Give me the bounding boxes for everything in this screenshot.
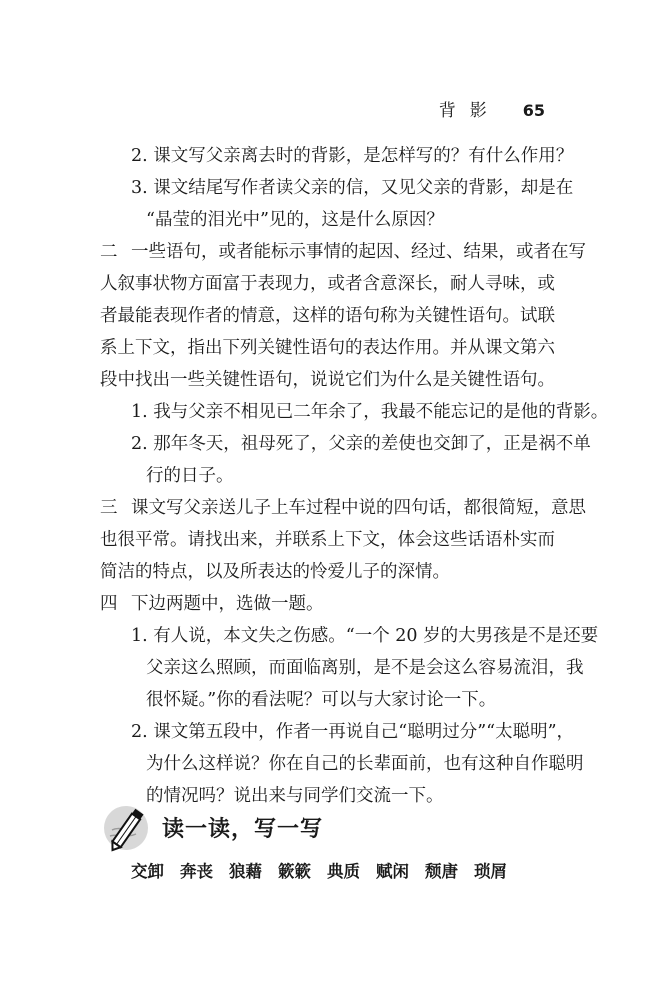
- question-1-3-line2: “晶莹的泪光中”见的，这是什么原因？: [146, 210, 444, 230]
- vocab-word: 奔丧: [180, 862, 213, 881]
- section-2-item-2-line1: 2. 那年冬天，祖母死了，父亲的差使也交卸了，正是祸不单: [131, 434, 591, 454]
- section-2-line4: 系上下文，指出下列关键性语句的表达作用。并从课文第六: [100, 338, 555, 358]
- section-2-line1: 一些语句，或者能标示事情的起因、经过、结果，或者在写: [131, 242, 586, 262]
- section-4-line1: 下边两题中，选做一题。: [131, 594, 324, 614]
- running-title: 背影: [438, 101, 501, 121]
- question-1-2: 2. 课文写父亲离去时的背影，是怎样写的？有什么作用？: [131, 146, 574, 166]
- section-4-item-1-line2: 父亲这么照顾，而面临离别，是不是会这么容易流泪，我: [146, 658, 584, 678]
- vocabulary-list: [131, 858, 507, 882]
- vocab-word: 狼藉: [229, 862, 262, 881]
- vocab-word: 簌簌: [278, 862, 311, 881]
- vocab-word: 琐屑: [474, 862, 507, 881]
- pencil-icon: [100, 800, 156, 856]
- section-4-item-1-line1: 1. 有人说，本文失之伤感。“一个 20 岁的大男孩是不是还要: [131, 626, 599, 646]
- read-write-section: [100, 800, 520, 860]
- vocab-word: 典质: [327, 862, 360, 881]
- section-4-item-1-line3: 很怀疑。”你的看法呢？可以与大家讨论一下。: [146, 690, 497, 710]
- vocab-word: 交卸: [131, 862, 164, 881]
- section-3-line1: 课文写父亲送儿子上车过程中说的四句话，都很简短，意思: [131, 498, 586, 518]
- section-4-item-2-line3: 的情况吗？说出来与同学们交流一下。: [146, 786, 444, 806]
- vocab-word: 颓唐: [425, 862, 458, 881]
- section-3-line3: 简洁的特点，以及所表达的怜爱儿子的深情。: [100, 562, 450, 582]
- section-2-line3: 者最能表现作者的情意，这样的语句称为关键性语句。试联: [100, 306, 555, 326]
- section-2-line5: 段中找出一些关键性语句，说说它们为什么是关键性语句。: [100, 370, 555, 390]
- section-marker-4: 四: [100, 594, 118, 614]
- section-3-line2: 也很平常。请找出来，并联系上下文，体会这些话语朴实而: [100, 530, 555, 550]
- question-1-3-line1: 3. 课文结尾写作者读父亲的信，又见父亲的背影，却是在: [131, 178, 574, 198]
- section-2-line2: 人叙事状物方面富于表现力，或者含意深长，耐人寻味，或: [100, 274, 555, 294]
- section-marker-3: 三: [100, 498, 118, 518]
- section-marker-2: 二: [100, 242, 118, 262]
- section-2-item-2-line2: 行的日子。: [146, 466, 234, 486]
- page-header: [439, 96, 545, 121]
- section-2-item-1: 1. 我与父亲不相见已二年余了，我最不能忘记的是他的背影。: [131, 402, 609, 422]
- section-4-item-2-line2: 为什么这样说？你在自己的长辈面前，也有这种自作聪明: [146, 754, 584, 774]
- read-write-title: 读一读，写一写: [162, 817, 324, 842]
- vocab-word: 赋闲: [376, 862, 409, 881]
- page-number: 65: [522, 101, 545, 120]
- section-4-item-2-line1: 2. 课文第五段中，作者一再说自己“聪明过分”“太聪明”，: [131, 722, 575, 742]
